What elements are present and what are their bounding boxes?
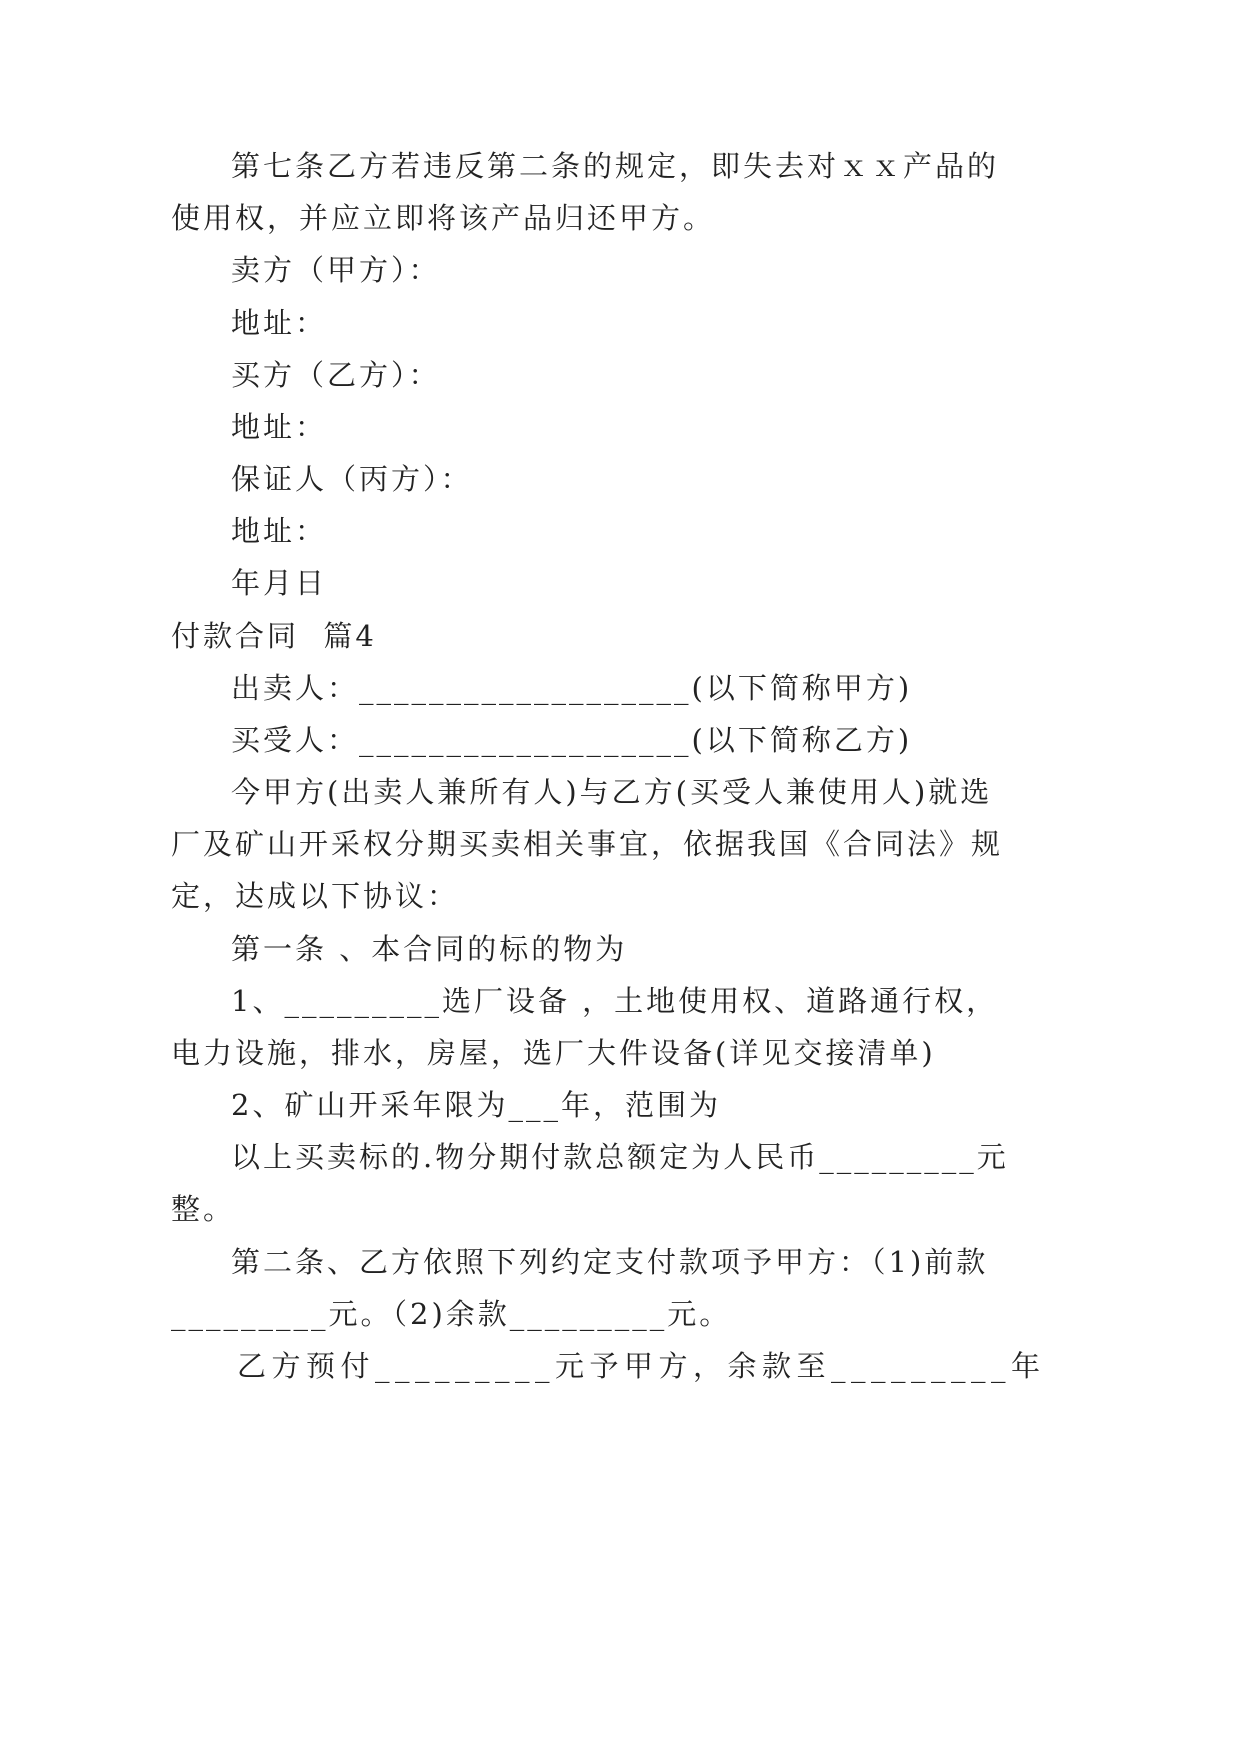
article-7-line-2: 使用权，并应立即将该产品归还甲方。 <box>171 201 716 235</box>
preamble-line-2: 厂及矿山开采权分期买卖相关事宜，依据我国《合同法》规 <box>171 827 1004 861</box>
preamble-line-1: 今甲方(出卖人兼所有人)与乙方(买受人兼使用人)就选 <box>231 775 993 809</box>
section-heading: 付款合同 篇4 <box>171 619 377 653</box>
item-1-line-2: 电力设施，排水，房屋，选厂大件设备(详见交接清单) <box>171 1036 936 1070</box>
buyer-address-label: 地址： <box>231 410 328 444</box>
item-1-line-1: 1、_________选厂设备 ，土地使用权、道路通行权， <box>231 984 999 1018</box>
seller-label: 卖方（甲方）： <box>231 253 441 287</box>
guarantor-address-label: 地址： <box>231 514 328 548</box>
seller-blank-line: 出卖人：___________________(以下简称甲方) <box>231 671 913 705</box>
article-1-heading: 第一条 、本合同的标的物为 <box>231 932 628 966</box>
article-2-line-1: 第二条、乙方依照下列约定支付款项予甲方：（1)前款 <box>231 1245 989 1279</box>
date-line: 年月日 <box>231 566 328 600</box>
buyer-label: 买方（乙方）： <box>231 358 441 392</box>
article-2-line-2: _________元。（2)余款_________元。 <box>171 1297 732 1331</box>
total-amount-line-2: 整。 <box>171 1192 236 1226</box>
item-2-line: 2、矿山开采年限为___年，范围为 <box>231 1088 721 1122</box>
seller-address-label: 地址： <box>231 306 328 340</box>
buyer-blank-line: 买受人：___________________(以下简称乙方) <box>231 723 913 757</box>
guarantor-label: 保证人（丙方）： <box>231 462 473 496</box>
total-amount-line-1: 以上买卖标的.物分期付款总额定为人民币_________元 <box>231 1140 1009 1174</box>
prepayment-line: 乙方预付_________元予甲方，余款至_________年 <box>237 1349 1046 1383</box>
article-7-line-1: 第七条乙方若违反第二条的规定，即失去对ｘｘ产品的 <box>231 149 1000 183</box>
preamble-line-3: 定，达成以下协议： <box>171 879 460 913</box>
